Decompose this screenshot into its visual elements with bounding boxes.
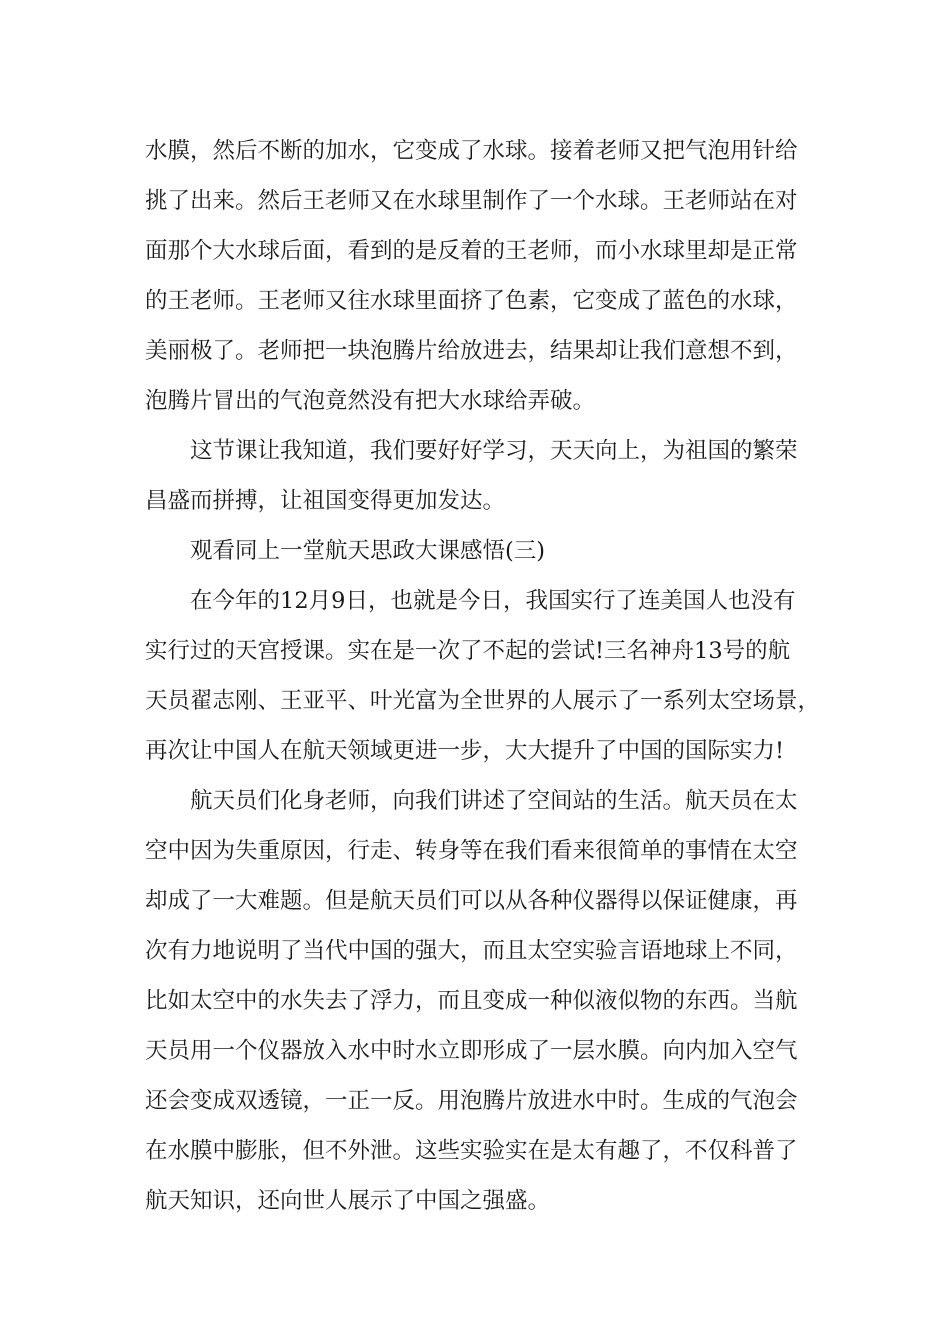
text-line: 挑了出来。然后王老师又在水球里制作了一个水球。王老师站在对: [145, 188, 798, 214]
text-line: 水膜，然后不断的加水，它变成了水球。接着老师又把气泡用针给: [145, 138, 798, 164]
text-line: 空中因为失重原因，行走、转身等在我们看来很简单的事情在太空: [145, 838, 798, 864]
text-line: 却成了一大难题。但是航天员们可以从各种仪器得以保证健康，再: [145, 888, 798, 914]
text-line: 面那个大水球后面，看到的是反着的王老师，而小水球里却是正常: [145, 238, 798, 264]
text-line: 天员翟志刚、王亚平、叶光富为全世界的人展示了一系列太空场景，: [145, 688, 821, 714]
text-line: 比如太空中的水失去了浮力，而且变成一种似液似物的东西。当航: [145, 988, 798, 1014]
text-line: 昌盛而拼搏，让祖国变得更加发达。: [145, 488, 506, 514]
text-line: 航天员们化身老师，向我们讲述了空间站的生活。航天员在太: [190, 788, 798, 814]
text-line: 还会变成双透镜，一正一反。用泡腾片放进水中时。生成的气泡会: [145, 1088, 798, 1114]
text-line: 天员用一个仪器放入水中时水立即形成了一层水膜。向内加入空气: [145, 1038, 798, 1064]
text-line: 在水膜中膨胀，但不外泄。这些实验实在是太有趣了，不仅科普了: [145, 1138, 798, 1164]
text-line: 这节课让我知道，我们要好好学习，天天向上，为祖国的繁荣: [190, 438, 798, 464]
text-line: 实行过的天宫授课。实在是一次了不起的尝试!三名神舟13号的航: [145, 638, 791, 664]
text-line: 在今年的12月9日，也就是今日，我国实行了连美国人也没有: [190, 588, 796, 614]
section-title: 观看同上一堂航天思政大课感悟(三): [190, 538, 546, 564]
text-line: 次有力地说明了当代中国的强大，而且太空实验言语地球上不同，: [145, 938, 798, 964]
text-line: 的王老师。王老师又往水球里面挤了色素，它变成了蓝色的水球，: [145, 288, 798, 314]
text-line: 泡腾片冒出的气泡竟然没有把大水球给弄破。: [145, 388, 596, 414]
text-line: 再次让中国人在航天领域更进一步，大大提升了中国的国际实力!: [145, 738, 785, 764]
text-line: 航天知识，还向世人展示了中国之强盛。: [145, 1188, 551, 1214]
text-line: 美丽极了。老师把一块泡腾片给放进去，结果却让我们意想不到，: [145, 338, 798, 364]
